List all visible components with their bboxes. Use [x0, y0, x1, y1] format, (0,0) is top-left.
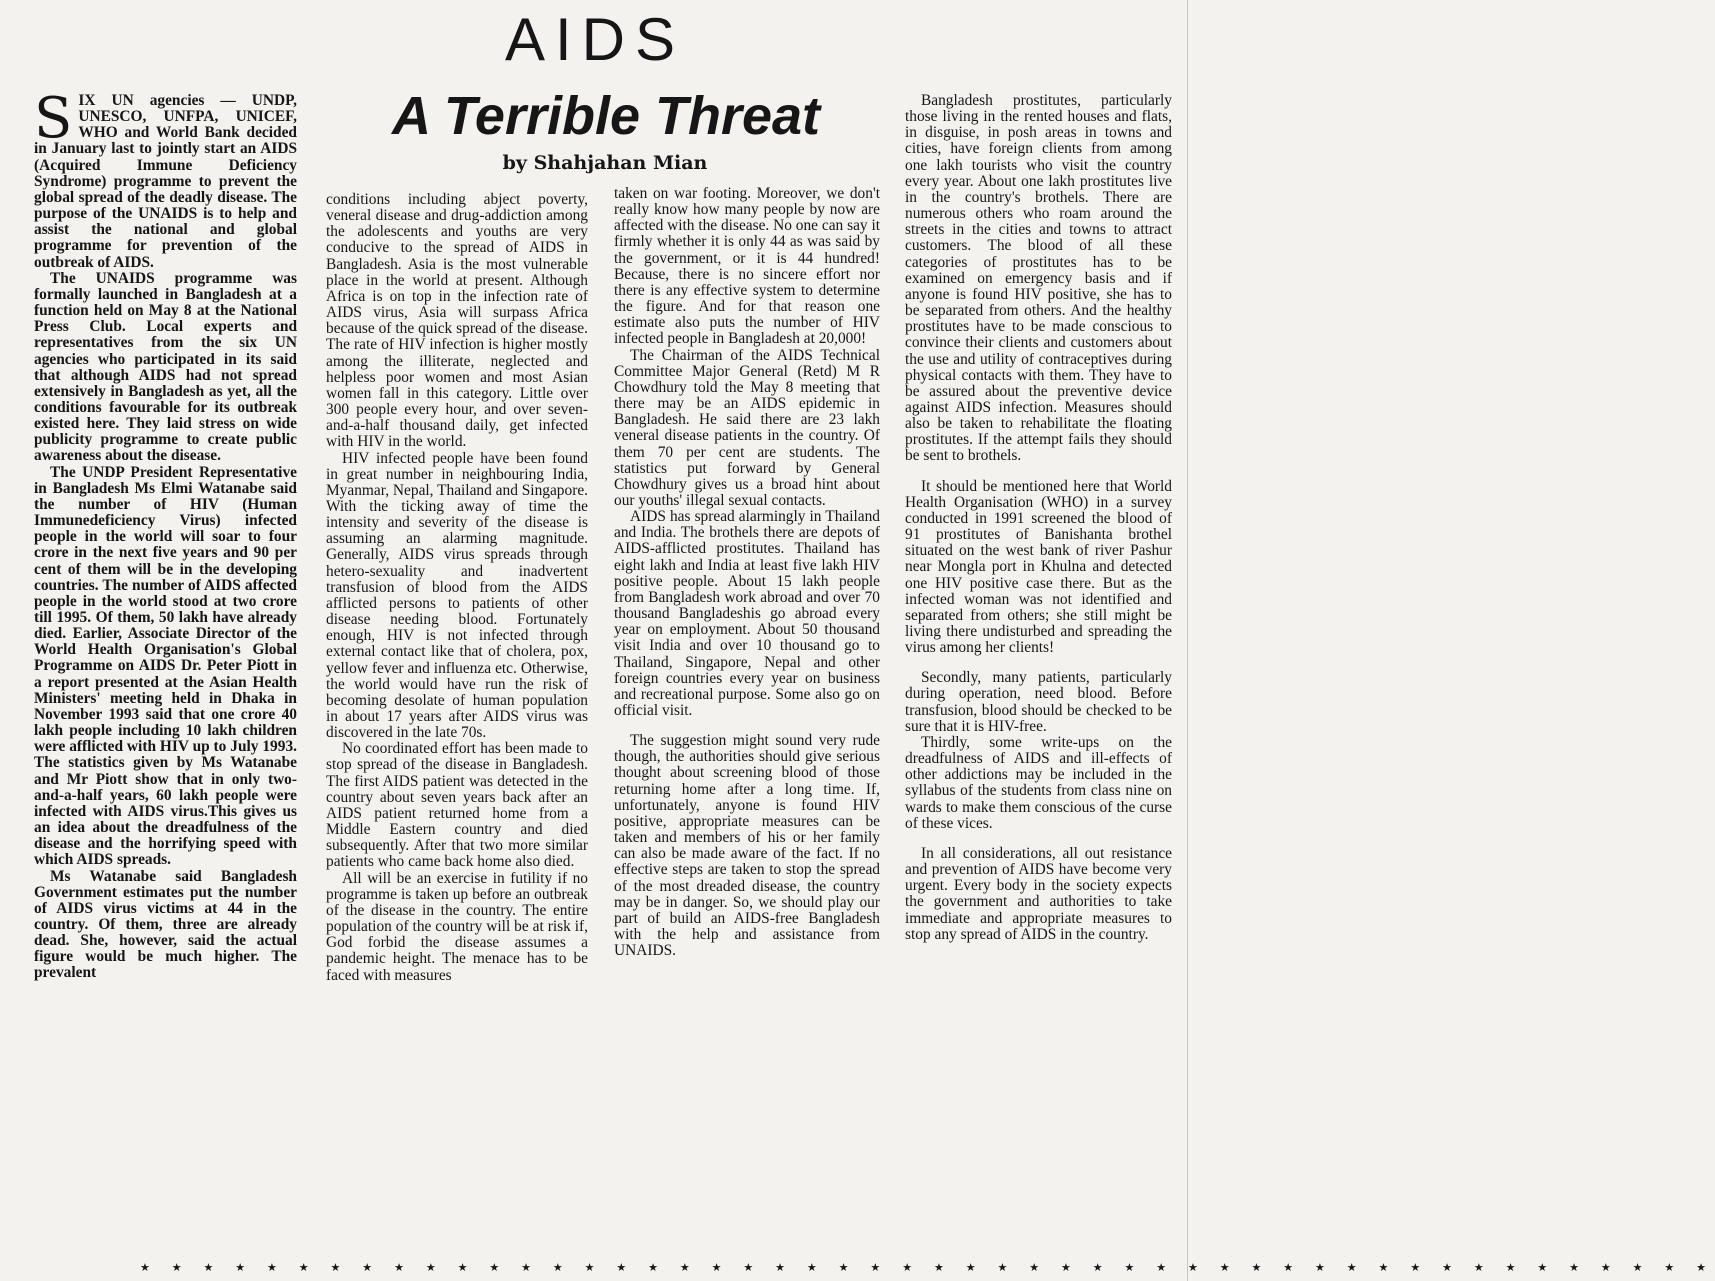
paragraph: conditions including abject poverty, veneral disease and drug-addiction among the adolescents and youths are very conducive to the spread of AIDS in Bangladesh. Asia is the most vulnerable place in the world at present. Although Africa is on top in the infection rate of AIDS virus, Asia will surpass Africa because of the quick spread of the disease. The rate of HIV infection is higher mostly among the illiterate, neglected and helpless poor women and most Asian women fall in this category. Little over 300 people every hour, and over seven-and-a-half thousand daily, get infected with HIV in the world. — [326, 191, 588, 451]
paragraph: In all considerations, all out resistance and prevention of AIDS have become very urgent. Every body in the society expects the government and authorities to take immediate and appropriate measures to stop any spread of AIDS in the country. — [905, 844, 1172, 943]
paragraph: AIDS has spread alarmingly in Thailand and India. The brothels there are depots of AIDS-afflicted prostitutes. Thailand has eight lakh and India at least five lakh HIV positive people. About 15 lakh people from Bangladesh work abroad and over 70 thousand Bangladeshis go abroad every year on employment. About 50 thousand visit India and over 10 thousand go to Thailand, Singapore, Nepal and other foreign countries every year on business and recreational purpose. Some also go on official visit. — [614, 508, 880, 719]
article-column-3 — [614, 186, 880, 1246]
star-separator: ★ ★ ★ ★ ★ ★ ★ ★ ★ ★ ★ ★ ★ ★ ★ ★ ★ ★ ★ ★ ★ ★ ★ ★ ★ ★ ★ ★ ★ ★ ★ ★ ★ ★ ★ ★ ★ ★ ★ ★ ★ ★ ★ ★ ★ ★ ★ ★ ★ ★ — [140, 1261, 1715, 1274]
paragraph-text: IX UN agencies — UNDP, UNESCO, UNFPA, UNICEF, WHO and World Bank decided in January last to jointly start an AIDS (Acquired Immune Deficiency Syndrome) programme to prevent the global spread of the deadly disease. The purpose of the UNAIDS is to help and assist the national and global programme for prevention of the outbreak of AIDS. — [34, 92, 297, 271]
article-byline: by Shahjahan Mian — [502, 152, 708, 174]
paragraph: The UNDP President Representative in Bangladesh Ms Elmi Watanabe said the number of HIV (Human Immunedeficiency Virus) infected people in the world will soar to four crore in the next five years and 90 per cent of them will be in the developing countries. The number of AIDS affected people in the world stood at two crore till 1995. Of them, 50 lakh have already died. Earlier, Associate Director of the World Health Organisation's Global Programme on AIDS Dr. Peter Piott in a report presented at the Asian Health Ministers' meeting held in Dhaka in November 1993 said that one crore 40 lakh people including 10 lakh children were afflicted with HIV up to July 1993. The statistics given by Ms Watanabe and Mr Piott show that in only two-and-a-half years, 60 lakh people were infected with AIDS virus.This gives us an idea about the dreadfulness of the disease and the horrifying speed with which AIDS spreads. — [34, 463, 297, 869]
paragraph: The UNAIDS programme was formally launched in Bangladesh at a function held on May 8 at the National Press Club. Local experts and representatives from the six UN agencies who participated in its said that although AIDS had not spread extensively in Bangladesh as yet, all the conditions favourable for its outbreak existed here. They laid stress on wide publicity programme to create public awareness about the disease. — [34, 269, 297, 465]
paragraph: All will be an exercise in futility if no programme is taken up before an outbreak of the disease in the country. The entire population of the country will be at risk if, God forbid the disease assumes a pandemic height. The menace has to be faced with measures — [326, 869, 588, 984]
paragraph: The Chairman of the AIDS Technical Committee Major General (Retd) M R Chowdhury told the May 8 meeting that there may be an AIDS epidemic in Bangladesh. He said there are 23 lakh veneral disease patients in the country. Of them 70 per cent are students. The statistics put forward by General Chowdhury gives us a broad hint about our youths' illegal sexual contacts. — [614, 346, 880, 509]
paragraph: Ms Watanabe said Bangladesh Government estimates put the number of AIDS virus victims at 44 in the country. Of them, three are already dead. She, however, said the actual figure would be much higher. The prevalent — [34, 867, 297, 982]
paragraph: It should be mentioned here that World Health Organisation (WHO) in a survey conducted in 1991 screened the blood of 91 prostitutes of Banishanta brothel situated on the west bank of river Pashur near Mongla port in Khulna and detected one HIV positive case there. But as the infected woman was not identified and separated from others; she still might be living there undisturbed and spreading the virus among her clients! — [905, 477, 1172, 657]
article-kicker: AIDS — [504, 6, 686, 73]
article-column-1 — [34, 86, 297, 1243]
paragraph: Thirdly, some write-ups on the dreadfulness of AIDS and ill-effects of other addictions may be included in the syllabus of the students from class nine on wards to make them conscious of the curse of these vices. — [905, 733, 1172, 832]
article-column-4 — [905, 93, 1172, 1246]
paragraph: taken on war footing. Moreover, we don't really know how many people by now are affected with the disease. No one can say it firmly whether it is only 44 as was said by the government, or it is 44 hundred! Because, there is no sincere effort nor there is any effective system to determine the figure. And for that reason one estimate also puts the number of HIV infected people in Bangladesh at 20,000! — [614, 185, 880, 348]
paragraph: Secondly, many patients, particularly during operation, need blood. Before transfusion, blood should be checked to be sure that it is HIV-free. — [905, 669, 1172, 735]
paragraph: No coordinated effort has been made to stop spread of the disease in Bangladesh. The first AIDS patient was detected in the country about seven years back after an AIDS patient returned home from a Middle Eastern country and died subsequently. After that two more similar patients who came back home also died. — [326, 740, 588, 871]
article-headline: A Terrible Threat — [391, 86, 821, 146]
paragraph — [34, 86, 297, 271]
paragraph: The suggestion might sound very rude though, the authorities should give serious thought about screening blood of those returning home after a long time. If, unfortunately, anyone is found HIV positive, appropriate measures can be taken and members of his or her family can also be made aware of the fact. If no effective steps are taken to stop the spread of the most dreaded disease, the country may be in danger. So, we should play our part of build an AIDS-free Bangladesh with the help and assistance from UNAIDS. — [614, 732, 880, 960]
paragraph: HIV infected people have been found in great number in neighbouring India, Myanmar, Nepal, Thailand and Singapore. With the ticking away of time the intensity and severity of the disease is assuming an alarming magnitude. Generally, AIDS virus spreads through hetero-sexuality and inadvertent transfusion of blood from the AIDS afflicted persons to patients of other disease needing blood. Fortunately enough, HIV is not infected through external contact like that of cholera, pox, yellow fever and influenza etc. Otherwise, the world would have run the risk of becoming desolate of human population in about 17 years after AIDS virus was discovered in the late 70s. — [326, 449, 588, 742]
paragraph: Bangladesh prostitutes, particularly those living in the rented houses and flats, in disguise, in posh areas in towns and cities, have foreign clients from among one lakh tourists who visit the country every year. About one lakh prostitutes live in the country's brothels. There are numerous others who roam around the streets in the cities and towns to attract customers. The blood of all these categories of prostitutes has to be examined on emergency basis and if anyone is found HIV positive, she has to be separated from others. And the healthy prostitutes have to be made conscious to convince their clients and customers about the use and utility of contraceptives during physical contacts with them. They have to be assured about the preventive device against AIDS infection. Measures should also be taken to rehabilitate the floating prostitutes. If the attempt fails they should be sent to brothels. — [905, 92, 1172, 465]
article-column-2 — [326, 192, 588, 1247]
drop-cap: S — [34, 86, 73, 151]
